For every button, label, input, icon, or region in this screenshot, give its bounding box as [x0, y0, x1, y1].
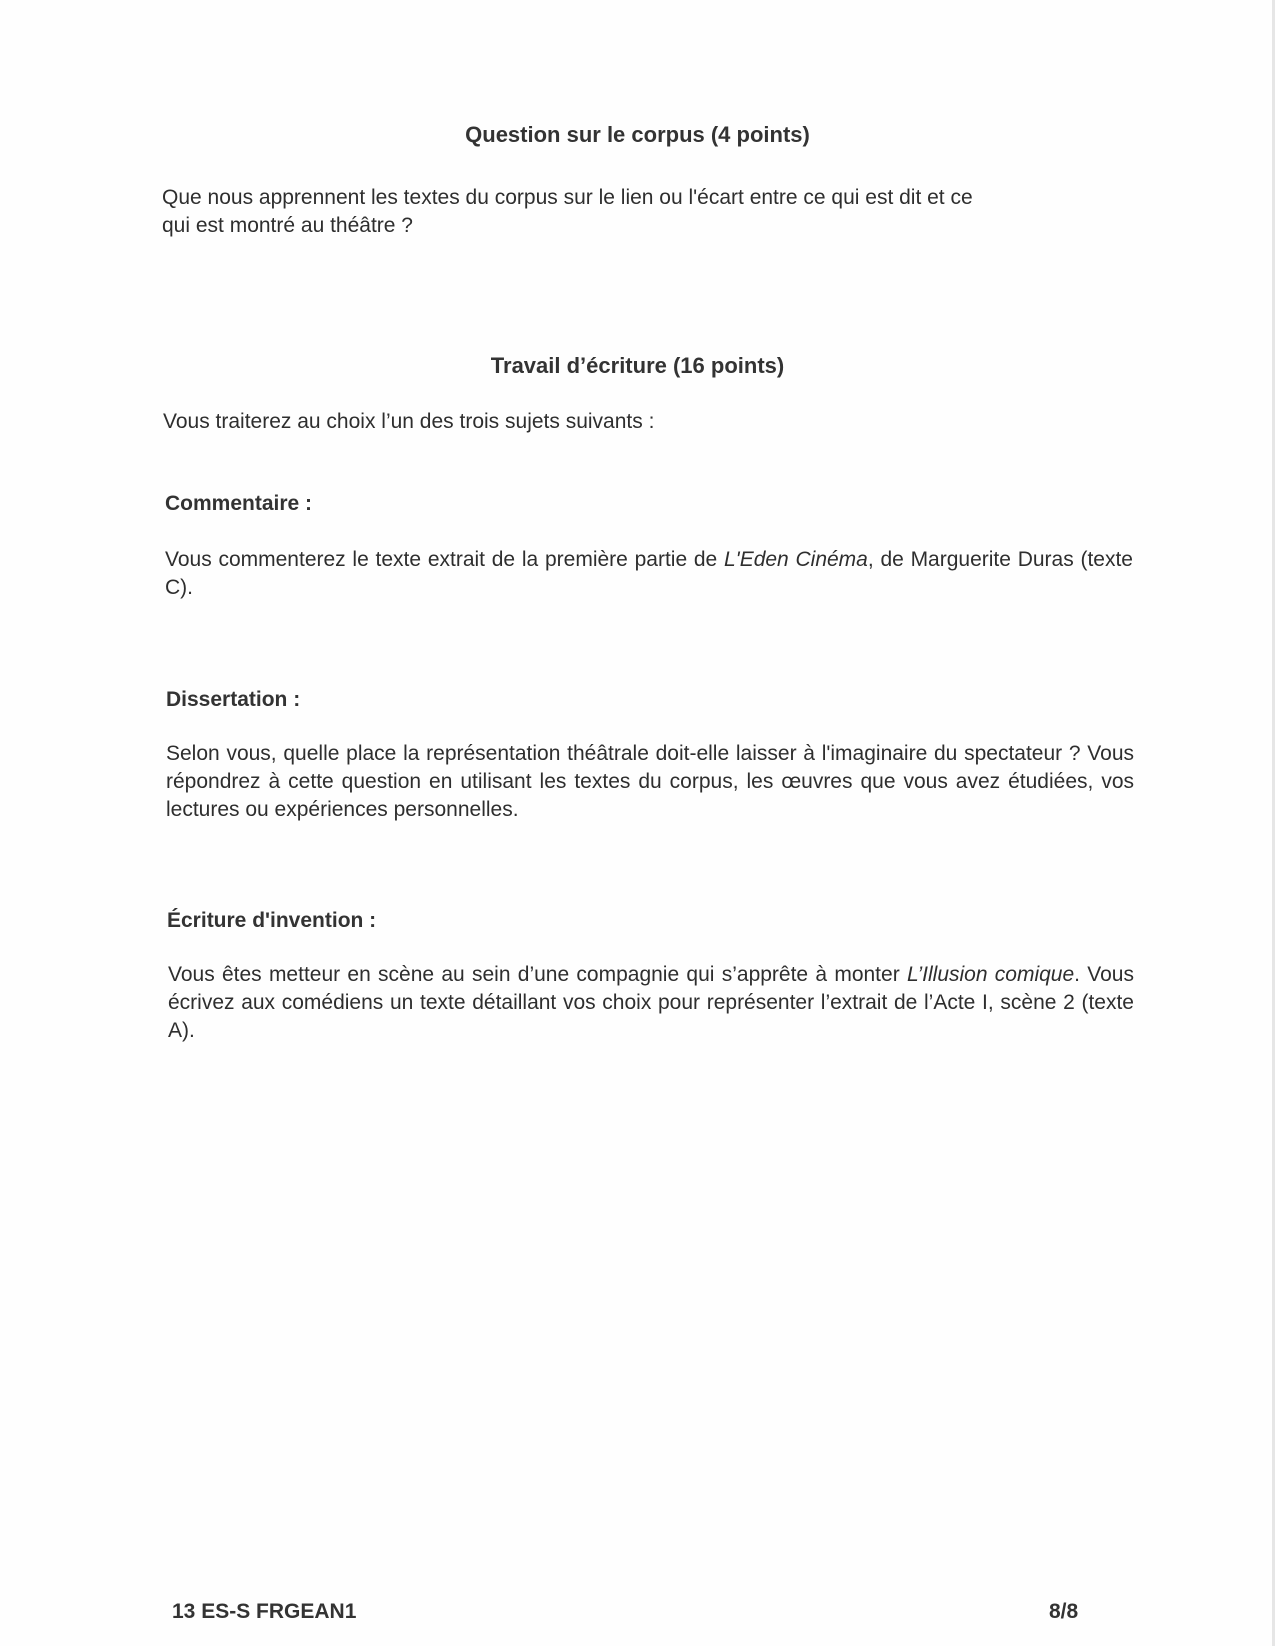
- footer-page-number: 8/8: [1049, 1600, 1079, 1623]
- commentaire-text-before: Vous commenterez le texte extrait de la première partie de: [165, 548, 724, 571]
- invention-work-title: L’Illusion comique: [906, 963, 1075, 986]
- commentaire-text-after: , de Marguerite Duras (texte C).: [165, 548, 1133, 599]
- invention-text: [168, 961, 1134, 1045]
- commentaire-work-title: L'Eden Cinéma: [724, 548, 868, 571]
- invention-heading: Écriture d'invention :: [167, 909, 377, 932]
- commentaire-text: [165, 546, 1133, 602]
- footer-code: 13 ES-S FRGEAN1: [172, 1600, 357, 1623]
- commentaire-heading: Commentaire :: [165, 492, 313, 515]
- dissertation-text: Selon vous, quelle place la représentation théâtrale doit-elle laisser à l'imaginaire du spectateur ? Vous répondrez à cette question en utilisant les textes du corpus, les œuvres que vous avez étudiées, vos lectures ou expériences personnelles.: [166, 742, 1134, 821]
- dissertation-heading: Dissertation :: [166, 688, 301, 711]
- question-text-line-2: qui est montré au théâtre ?: [162, 214, 413, 237]
- invention-text-after: . Vous écrivez aux comédiens un texte détaillant vos choix pour représenter l’extrait de l’Acte I, scène 2 (texte A).: [168, 963, 1134, 1042]
- invention-text-before: Vous êtes metteur en scène au sein d’une compagnie qui s’apprête à monter: [168, 963, 907, 986]
- question-text-line-1: Que nous apprennent les textes du corpus sur le lien ou l'écart entre ce qui est dit et ce: [162, 186, 973, 209]
- question-title: Question sur le corpus (4 points): [465, 122, 810, 147]
- writing-intro: Vous traiterez au choix l’un des trois sujets suivants :: [163, 410, 655, 433]
- writing-title: Travail d’écriture (16 points): [490, 353, 785, 378]
- question-text: [162, 184, 1122, 240]
